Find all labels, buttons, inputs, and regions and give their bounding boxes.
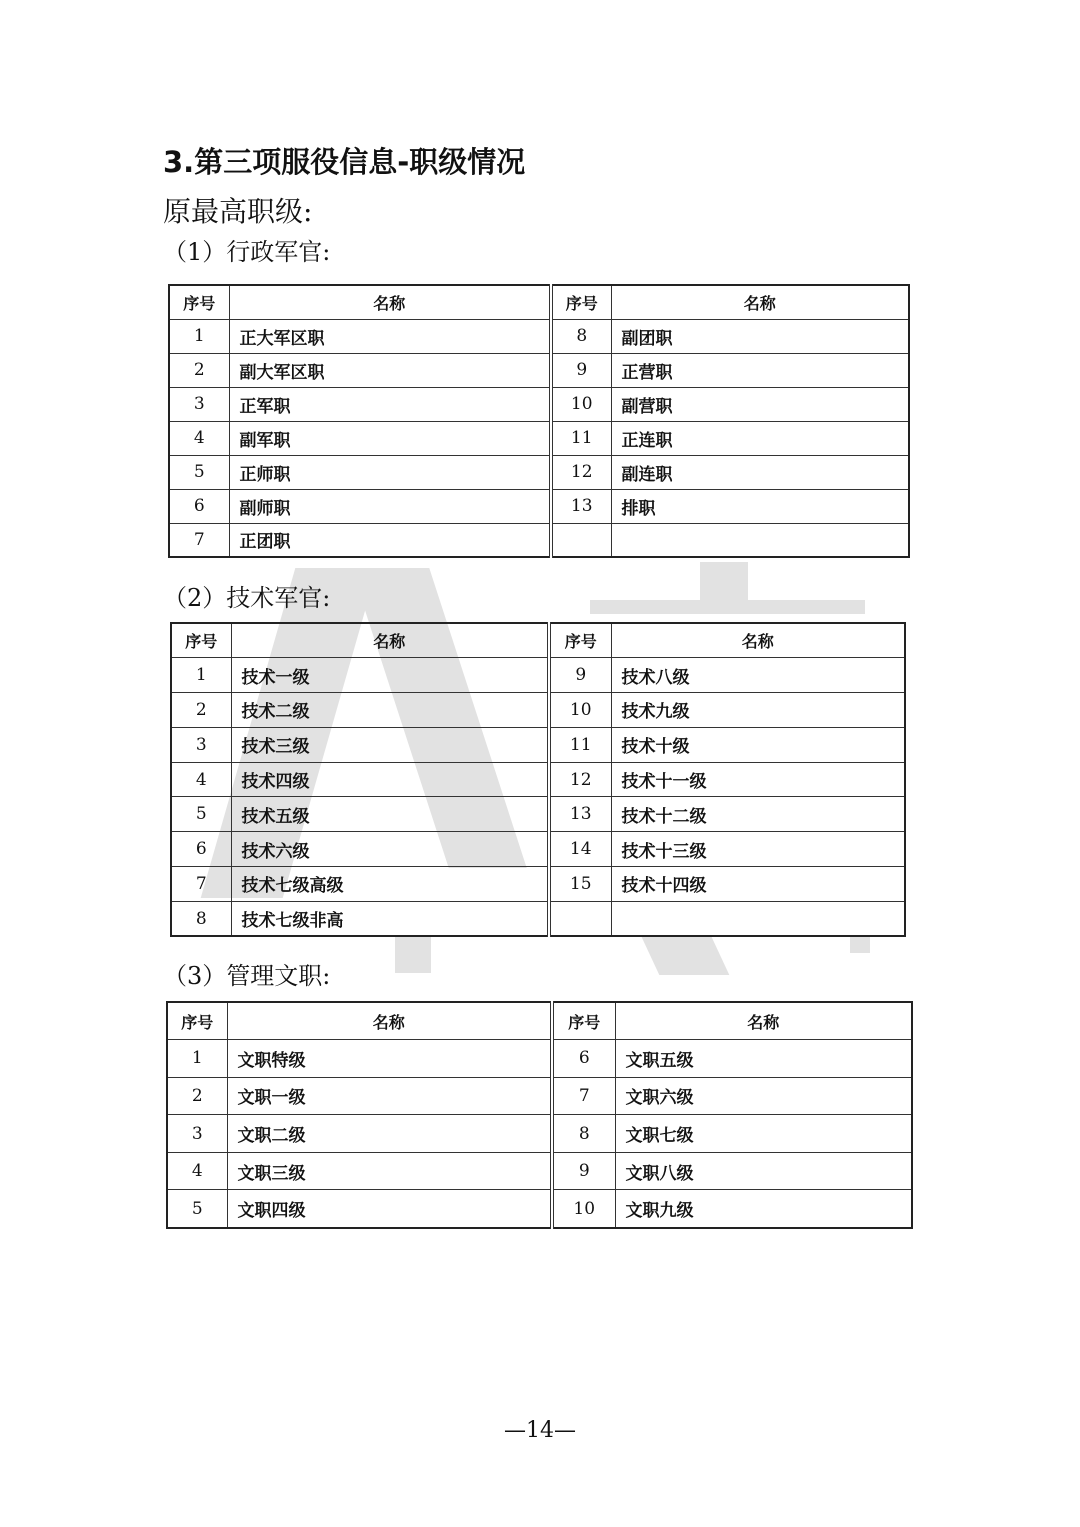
grade-name-cell: 文职六级 (615, 1077, 912, 1115)
seq-cell: 11 (549, 727, 611, 762)
seq-header: 序号 (169, 285, 229, 319)
table-row (167, 1152, 912, 1190)
grade-name-cell: 文职四级 (227, 1190, 552, 1228)
grade-name-cell: 技术十三级 (611, 832, 905, 867)
grade-name-cell (611, 523, 909, 557)
table-row (171, 693, 905, 728)
grade-name-cell: 技术十一级 (611, 762, 905, 797)
section-title-civilian: （3）管理文职: (163, 962, 331, 990)
grade-name-cell: 技术九级 (611, 693, 905, 728)
grade-name-cell: 文职八级 (615, 1152, 912, 1190)
name-header: 名称 (231, 623, 549, 658)
seq-cell: 9 (549, 658, 611, 693)
grade-name-cell: 正大军区职 (229, 319, 551, 353)
page-heading: 3.第三项服役信息-职级情况 (163, 145, 526, 179)
grade-table-technical (170, 622, 906, 937)
grade-name-cell: 正团职 (229, 523, 551, 557)
seq-cell: 10 (552, 1190, 615, 1228)
seq-cell: 11 (551, 421, 611, 455)
grade-name-cell: 文职一级 (227, 1077, 552, 1115)
seq-cell: 4 (171, 762, 231, 797)
grade-name-cell: 文职特级 (227, 1040, 552, 1078)
seq-cell: 13 (549, 797, 611, 832)
grade-name-cell: 副师职 (229, 489, 551, 523)
grade-name-cell: 副大军区职 (229, 353, 551, 387)
grade-name-cell: 技术六级 (231, 832, 549, 867)
table-row (167, 1190, 912, 1228)
seq-cell: 3 (171, 727, 231, 762)
seq-cell: 12 (551, 455, 611, 489)
grade-name-cell: 文职五级 (615, 1040, 912, 1078)
grade-name-cell: 技术十级 (611, 727, 905, 762)
grade-name-cell: 正连职 (611, 421, 909, 455)
grade-name-cell: 副军职 (229, 421, 551, 455)
grade-name-cell: 技术三级 (231, 727, 549, 762)
seq-header: 序号 (549, 623, 611, 658)
seq-cell: 1 (167, 1040, 227, 1078)
page-number: —14— (504, 1418, 576, 1443)
grade-name-cell: 技术七级非高 (231, 901, 549, 936)
name-header: 名称 (611, 623, 905, 658)
seq-cell: 8 (552, 1115, 615, 1153)
name-header: 名称 (227, 1002, 552, 1040)
grade-name-cell: 技术七级高级 (231, 867, 549, 902)
seq-cell: 2 (171, 693, 231, 728)
seq-cell: 5 (171, 797, 231, 832)
seq-cell (551, 523, 611, 557)
grade-name-cell: 文职二级 (227, 1115, 552, 1153)
grade-name-cell: 文职九级 (615, 1190, 912, 1228)
grade-name-cell: 技术二级 (231, 693, 549, 728)
grade-table-civilian (166, 1001, 913, 1229)
seq-cell: 10 (549, 693, 611, 728)
seq-cell: 5 (169, 455, 229, 489)
grade-name-cell: 技术十二级 (611, 797, 905, 832)
watermark-stroke (850, 935, 870, 953)
watermark-stroke (641, 935, 730, 975)
table-row (171, 797, 905, 832)
seq-cell: 2 (167, 1077, 227, 1115)
grade-name-cell: 正营职 (611, 353, 909, 387)
grade-name-cell: 文职七级 (615, 1115, 912, 1153)
grade-name-cell: 副连职 (611, 455, 909, 489)
seq-cell: 6 (552, 1040, 615, 1078)
seq-header: 序号 (552, 1002, 615, 1040)
grade-name-cell: 正师职 (229, 455, 551, 489)
seq-cell: 2 (169, 353, 229, 387)
table-row (169, 319, 909, 353)
table-row (167, 1115, 912, 1153)
seq-cell: 3 (169, 387, 229, 421)
grade-name-cell: 技术十四级 (611, 867, 905, 902)
table-row (169, 353, 909, 387)
seq-header: 序号 (551, 285, 611, 319)
grade-name-cell: 排职 (611, 489, 909, 523)
seq-header: 序号 (167, 1002, 227, 1040)
seq-cell: 7 (169, 523, 229, 557)
grade-name-cell: 技术五级 (231, 797, 549, 832)
table-row (171, 658, 905, 693)
seq-cell: 6 (169, 489, 229, 523)
table-row (171, 727, 905, 762)
name-header: 名称 (611, 285, 909, 319)
seq-cell: 4 (167, 1152, 227, 1190)
table-row (169, 387, 909, 421)
table-row (169, 523, 909, 557)
seq-cell: 4 (169, 421, 229, 455)
table-row (169, 489, 909, 523)
grade-table-administrative (168, 284, 910, 558)
seq-cell: 8 (551, 319, 611, 353)
seq-cell: 3 (167, 1115, 227, 1153)
seq-cell: 14 (549, 832, 611, 867)
seq-cell: 9 (551, 353, 611, 387)
seq-header: 序号 (171, 623, 231, 658)
seq-cell: 12 (549, 762, 611, 797)
grade-name-cell: 副团职 (611, 319, 909, 353)
table-header-row (167, 1002, 912, 1040)
seq-cell: 1 (169, 319, 229, 353)
table-row (167, 1077, 912, 1115)
table-row (171, 762, 905, 797)
seq-cell: 9 (552, 1152, 615, 1190)
seq-cell: 7 (552, 1077, 615, 1115)
table-row (171, 832, 905, 867)
seq-cell: 7 (171, 867, 231, 902)
grade-name-cell: 技术一级 (231, 658, 549, 693)
seq-cell: 10 (551, 387, 611, 421)
watermark-stroke (395, 935, 431, 973)
seq-cell: 13 (551, 489, 611, 523)
watermark-stroke (700, 562, 748, 612)
grade-name-cell: 技术四级 (231, 762, 549, 797)
section-title-technical: （2）技术军官: (163, 584, 331, 612)
seq-cell: 1 (171, 658, 231, 693)
name-header: 名称 (229, 285, 551, 319)
seq-cell: 6 (171, 832, 231, 867)
grade-name-cell: 副营职 (611, 387, 909, 421)
name-header: 名称 (615, 1002, 912, 1040)
seq-cell: 15 (549, 867, 611, 902)
table-row (169, 421, 909, 455)
table-header-row (169, 285, 909, 319)
seq-cell: 5 (167, 1190, 227, 1228)
subheading: 原最高职级: (163, 195, 313, 228)
grade-name-cell: 技术八级 (611, 658, 905, 693)
table-row (169, 455, 909, 489)
seq-cell: 8 (171, 901, 231, 936)
grade-name-cell: 文职三级 (227, 1152, 552, 1190)
table-row (167, 1040, 912, 1078)
table-row (171, 901, 905, 936)
table-header-row (171, 623, 905, 658)
grade-name-cell: 正军职 (229, 387, 551, 421)
seq-cell (549, 901, 611, 936)
table-row (171, 867, 905, 902)
grade-name-cell (611, 901, 905, 936)
section-title-administrative: （1）行政军官: (163, 238, 331, 266)
